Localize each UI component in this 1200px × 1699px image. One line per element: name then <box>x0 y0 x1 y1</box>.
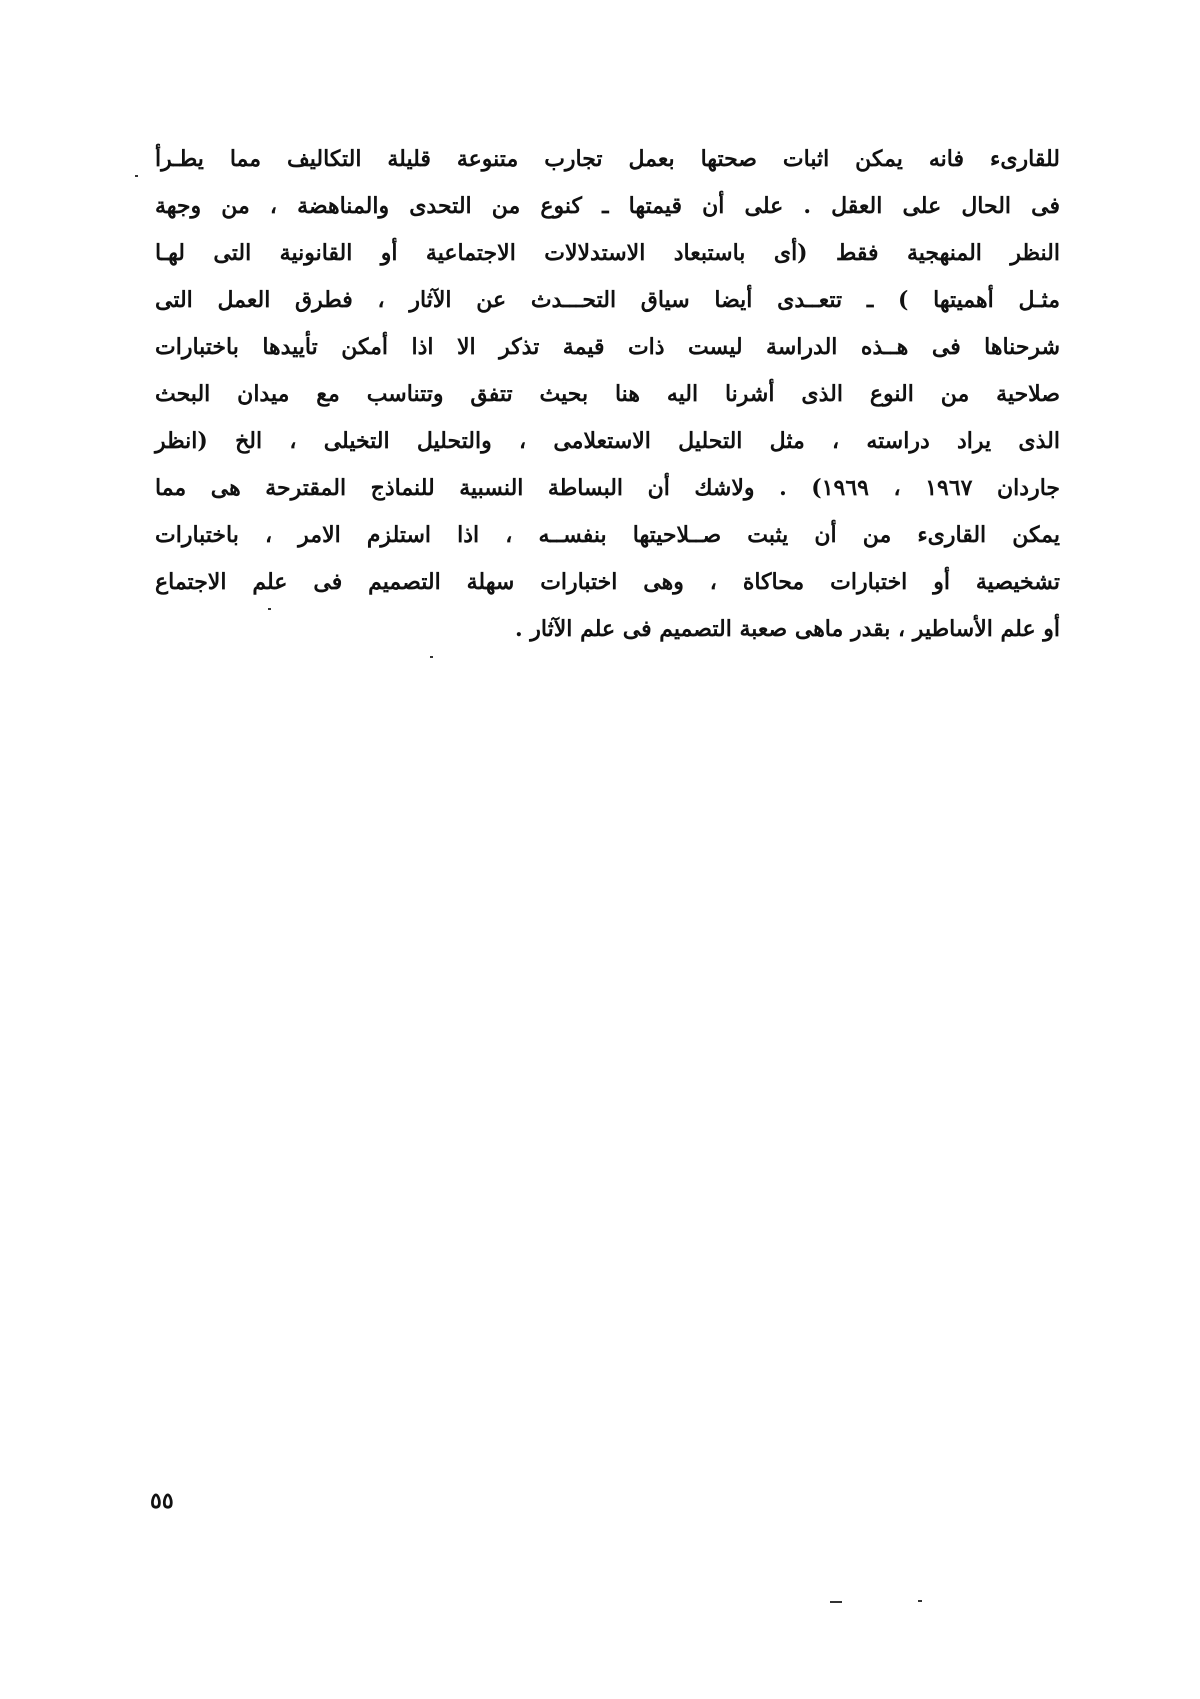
text-line-8: جاردان ١٩٦٧ ، ١٩٦٩) . ولاشك أن البساطة النسبية للنماذج المقترحة هى مما <box>155 475 1060 501</box>
text-line-2: فى الحال على العقل . على أن قيمتها ـ كنوع من التحدى والمناهضة ، من وجهة <box>155 193 1060 219</box>
text-line-7: الذى يراد دراسته ، مثل التحليل الاستعلامى ، والتحليل التخيلى ، الخ (انظر <box>155 428 1060 454</box>
text-line-9: يمكن القارىء من أن يثبت صــلاحيتها بنفســه ، اذا استلزم الامر ، باختبارات <box>155 522 1060 548</box>
scan-speck <box>430 656 433 658</box>
text-line-10: تشخيصية أو اختبارات محاكاة ، وهى اختبارات سهلة التصميم فى علم الاجتماع <box>155 569 1060 595</box>
text-line-11: أو علم الأساطير ، بقدر ماهى صعبة التصميم فى علم الآثار . <box>514 616 1060 642</box>
text-line-5: شرحناها فى هــذه الدراسة ليست ذات قيمة تذكر الا اذا أمكن تأييدها باختبارات <box>155 334 1060 360</box>
text-line-4: مثـل أهميتها ) ـ تتعــدى أيضا سياق التحـــدث عن الآثار ، فطرق العمل التى <box>155 287 1060 313</box>
scan-speck <box>918 1600 922 1602</box>
body-text <box>155 136 1060 653</box>
scan-speck <box>830 1601 842 1603</box>
text-line-1: للقارىء فانه يمكن اثبات صحتها بعمل تجارب متنوعة قليلة التكاليف مما يطـرأ <box>155 146 1060 172</box>
text-line-3: النظر المنهجية فقط (أى باستبعاد الاستدلالات الاجتماعية أو القانونية التى لهـا <box>155 240 1060 266</box>
page-number: ٥٥ <box>150 1488 174 1514</box>
scan-speck <box>135 175 138 177</box>
text-line-6: صلاحية من النوع الذى أشرنا اليه هنا بحيث تتفق وتتناسب مع ميدان البحث <box>155 381 1060 407</box>
scan-speck <box>268 608 271 610</box>
